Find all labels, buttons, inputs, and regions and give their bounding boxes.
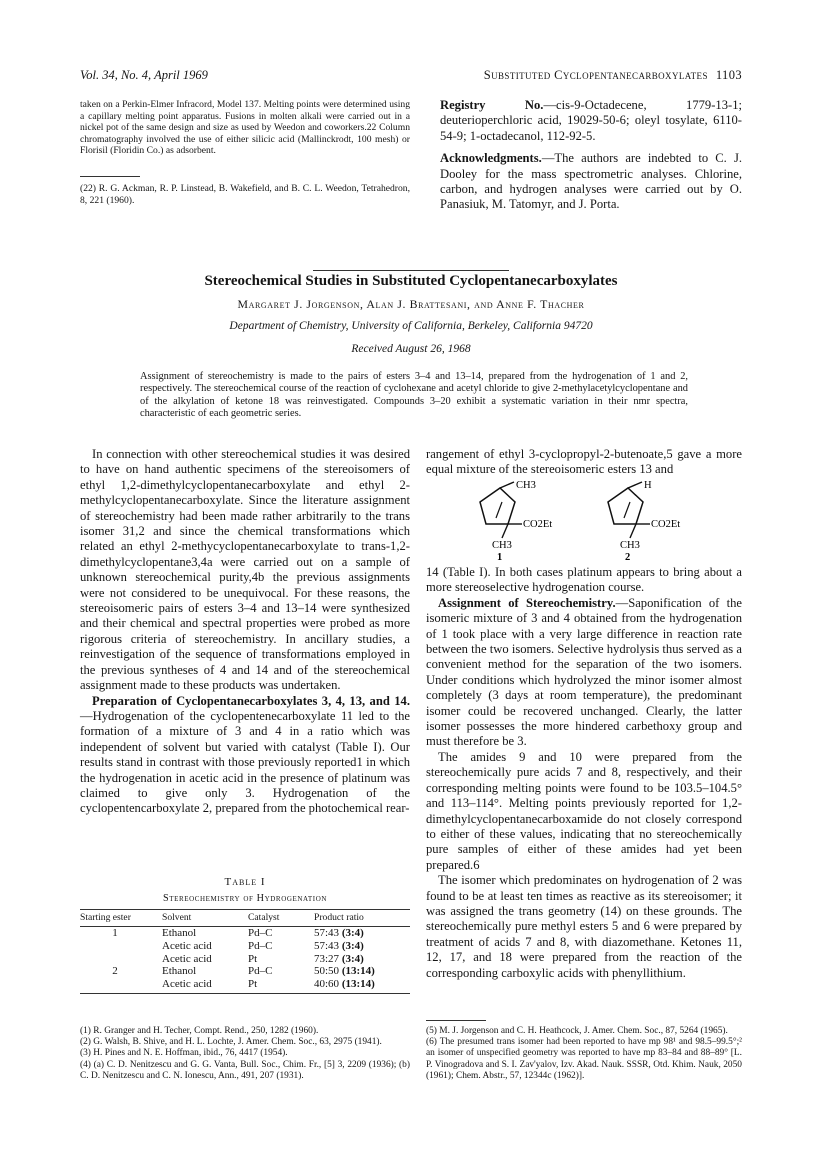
prev-article-right: [440, 98, 742, 213]
struct1-number: 1: [497, 552, 503, 560]
prev-article-left: [80, 99, 410, 157]
prev-article-text: taken on a Perkin-Elmer Infracord, Model 137. Melting points were determined using a capillary melting point apparatus. Fusions in molten alkali were carried out in a nickel pot of the same design and size as used by Weedon and coworkers.22 Column chromatography involved the use of either silicic acid (Mallinckrodt, 100 mesh) or Florisil (Floridin Co.) as adsorbent.: [80, 99, 410, 157]
footnote: (1) R. Granger and H. Techer, Compt. Rend., 250, 1282 (1960).: [80, 1026, 319, 1036]
journal-citation: Vol. 34, No. 4, April 1969: [80, 68, 208, 82]
col-header-ratio: Product ratio: [310, 910, 410, 927]
platinum-paragraph: 14 (Table I). In both cases platinum appears to bring about a more stereoselective hydrogenation course.: [426, 565, 742, 595]
ack-text: —The authors are indebted to C. J. Dooley for the mass spectrometric analyses. Chlorine, carbon, and hydrogen analyses were carried out by O. Panasiuk, M. Tatomyr, and J. Porta.: [440, 151, 742, 212]
cell-catalyst: Pd–C: [248, 927, 273, 939]
right-column-top: [426, 447, 742, 478]
cell-ester: [80, 978, 150, 993]
col-header-catalyst: Catalyst: [240, 910, 310, 927]
assignment-text: —Saponification of the isomeric mixture of 3 and 4 obtained from the hydrogenation of 1 took place with a very large difference in reaction rate between the two isomers. Selective hydrolysis thus served as a convenient method for the separation of the two isomers. Under conditions which hydrolyzed the minor isomer almost completely (3 days at room temperature), the predominant isomer could be recovered unchanged. Clearly, the latter isomer possesses the more hindered carbethoxy group and must therefore be 3.: [426, 595, 742, 749]
cell-ratio: 57:43 (3:4): [314, 939, 364, 952]
footnote-rule: [426, 1020, 486, 1021]
struct1-bottom-label: CH3: [492, 540, 512, 551]
cell-solvent: Acetic acid: [162, 939, 212, 952]
article-authors: Margaret J. Jorgenson, Alan J. Brattesani, and Anne F. Thacher: [237, 297, 585, 311]
structure-1: [480, 480, 552, 560]
cell-ester: [80, 953, 150, 966]
cell-ester: 1: [112, 927, 118, 939]
cell-ratio: 73:27 (3:4): [314, 952, 364, 965]
struct2-number: 2: [625, 552, 631, 560]
footnote: (4) (a) C. D. Nenitzescu and G. G. Vanta, Bull. Soc., Chim. Fr., [5] 3, 2209 (1936); (b) C. D. Nenitzescu and C. N. Ionescu, Ann., 491, 207 (1931).: [80, 1059, 410, 1081]
right-column: [426, 565, 742, 981]
table-row: [80, 965, 410, 978]
cell-solvent: Ethanol: [162, 927, 197, 939]
assignment-label: Assignment of Stereochemistry.: [438, 595, 616, 610]
cell-ratio: 50:50 (13:14): [314, 965, 375, 978]
received-date: Received August 26, 1968: [351, 343, 471, 355]
cell-solvent: Acetic acid: [162, 952, 212, 965]
table-row: [80, 940, 410, 953]
cell-ratio: 57:43 (3:4): [314, 927, 364, 939]
preparation-text: —Hydrogenation of the cyclopentenecarboxylate 11 led to the formation of a mixture of 3 and 4 in a ratio which was independent of solvent but varied with catalyst (Table I). Our results stand in contrast with those previously reported1 in which the hydrogenation in acetic acid in the presence of platinum was claimed to give only 3. Hydrogenation of the cyclopentencarboxylate 2, prepared from the photochemical rear-: [80, 708, 410, 816]
cell-solvent: Ethanol: [162, 965, 197, 978]
running-header: [80, 68, 742, 84]
preparation-label: Preparation of Cyclopentanecarboxylates 3, 4, 13, and 14.: [92, 693, 410, 708]
running-title: Substituted Cyclopentanecarboxylates: [483, 68, 708, 82]
page-number: 1103: [715, 68, 742, 82]
struct2-top-label: H: [644, 480, 652, 491]
amides-paragraph: The amides 9 and 10 were prepared from the stereochemically pure acids 7 and 8, respectively, and their corresponding melting points were found to be 103.5–104.5° and 113–114°. Melting points previously reported for 1,2-dimethylcyclopentanecarboxamide do not closely correspond to either of these values, indicating that no stereochemically pure samples of either of these amides had yet been prepared.6: [426, 749, 742, 872]
hydrogenation-table: [80, 909, 410, 994]
continuation-paragraph: rangement of ethyl 3-cyclopropyl-2-butenoate,5 gave a more equal mixture of the stereoisomeric esters 13 and: [426, 447, 742, 477]
struct2-bottom-label: CH3: [620, 540, 640, 551]
cell-solvent: Acetic acid: [150, 978, 240, 993]
table-caption: Table I: [224, 876, 266, 888]
structure-2: [608, 480, 680, 560]
struct2-ester-label: CO2Et: [651, 519, 681, 530]
ack-label: Acknowledgments.: [440, 151, 542, 166]
preparation-paragraph: [80, 694, 410, 817]
registry-paragraph: [440, 98, 742, 144]
article-separator: [313, 270, 509, 271]
cell-ester: 2: [112, 965, 118, 978]
running-title-block: [484, 68, 742, 83]
footnote: (6) The presumed trans isomer had been reported to have mp 98¹ and 98.5–99.5°;² an isomer of unspecified geometry was reported to have mp 83–84 and 88–89° [L. P. Vinogradova and S. I. Zav'yalov, Izv. Akad. Nauk. SSSR, Otd. Khim. Nauk, 2050 (1961); Chem. Abstr., 57, 12344c (1962)].: [426, 1037, 742, 1081]
footnotes-left: [80, 1026, 410, 1082]
acknowledgments-paragraph: [440, 151, 742, 213]
table-row: [80, 953, 410, 966]
assignment-paragraph: [426, 596, 742, 750]
table-row: [80, 927, 410, 940]
footnote: (2) G. Walsh, B. Shive, and H. L. Lochte, J. Amer. Chem. Soc., 63, 2975 (1941).: [80, 1037, 382, 1048]
abstract: Assignment of stereochemistry is made to the pairs of esters 3–4 and 13–14, prepared from the hydrogenation of 1 and 2, respectively. The stereochemical course of the reaction of cyclohexane and acetyl chloride to give 2-methylacetylcyclopentane and of the alkylation of ketone 18 was reinvestigated. Compounds 3–20 exhibit a systematic variation in their nmr spectra, characteristic of each geometric series.: [140, 371, 688, 420]
table-row: [80, 978, 410, 993]
footnote: (3) H. Pines and N. E. Hoffman, ibid., 76, 4417 (1954).: [80, 1048, 288, 1059]
struct1-ester-label: CO2Et: [523, 519, 553, 530]
table-subtitle: Stereochemistry of Hydrogenation: [162, 893, 328, 904]
struct1-top-label: CH3: [516, 480, 536, 491]
col-header-ester: Starting ester: [80, 910, 150, 927]
cell-ester: [80, 940, 150, 953]
registry-label: Registry No.: [440, 98, 544, 112]
cell-catalyst: Pd–C: [248, 939, 273, 952]
cell-ratio: 40:60 (13:14): [310, 978, 410, 993]
footnote: (5) M. J. Jorgenson and C. H. Heathcock, J. Amer. Chem. Soc., 87, 5264 (1965).: [426, 1026, 728, 1036]
isomer-paragraph: The isomer which predominates on hydrogenation of 2 was found to be at least ten times as reactive as its stereoisomer; it was assigned the trans geometry (14) on these grounds. The stereochemically pure methyl esters 5 and 6 were prepared by treatment of acids 7 and 8, with diazomethane. Ketones 11, 12, 17, and 18 were prepared from the reaction of the corresponding carboxylic acids with phenyllithium.: [426, 873, 742, 980]
structure-diagrams: [470, 480, 700, 560]
intro-paragraph: In connection with other stereochemical studies it was desired to have on hand authentic specimens of the stereoisomers of ethyl 1,2-dimethylcyclopentanecarboxylate and ethyl 2-methylcyclopentanecarboxylate. Since the literature assignment of stereochemistry had been made rather arbitrarily to the trans isomer 31,2 and since the chemical transformations which related an ethyl 2-methycyclopentanecarboxylate to trans-1,2-dimethylcyclopentane3,4a were carried out on a sample of unknown stereochemical purity,4b the previous assignments were not considered to be unequivocal. For these reasons, the stereoisomeric pairs of esters 3–4 and 13–14 were synthesized and their chemical and spectral properties were probed as more rigorous criteria of stereochemistry. In ancillary studies, a reinvestigation of the sequence of transformations employed in the previous syntheses of 4 and 14 and of the stereochemical assignment made to these products was undertaken.: [80, 447, 410, 693]
footnote-rule: [80, 176, 140, 177]
cell-catalyst: Pt: [248, 952, 258, 965]
left-column: [80, 447, 410, 817]
footnotes-right: [426, 1026, 742, 1082]
footnote-22: (22) R. G. Ackman, R. P. Linstead, B. Wakefield, and B. C. L. Weedon, Tetrahedron, 8, 221 (1960).: [80, 183, 410, 206]
col-header-solvent: Solvent: [150, 910, 240, 927]
cell-catalyst: Pt: [240, 978, 310, 993]
registry-text: —cis-9-Octadecene, 1779-13-1; deuterioperchloric acid, 19029-50-6; oleyl tosylate, 6110-54-9; 1-octadecanol, 112-92-5.: [440, 98, 742, 143]
table-header-row: [80, 910, 410, 927]
article-affiliation: Department of Chemistry, University of California, Berkeley, California 94720: [229, 320, 593, 332]
article-title: Stereochemical Studies in Substituted Cyclopentanecarboxylates: [204, 273, 618, 289]
cell-catalyst: Pd–C: [248, 965, 273, 978]
